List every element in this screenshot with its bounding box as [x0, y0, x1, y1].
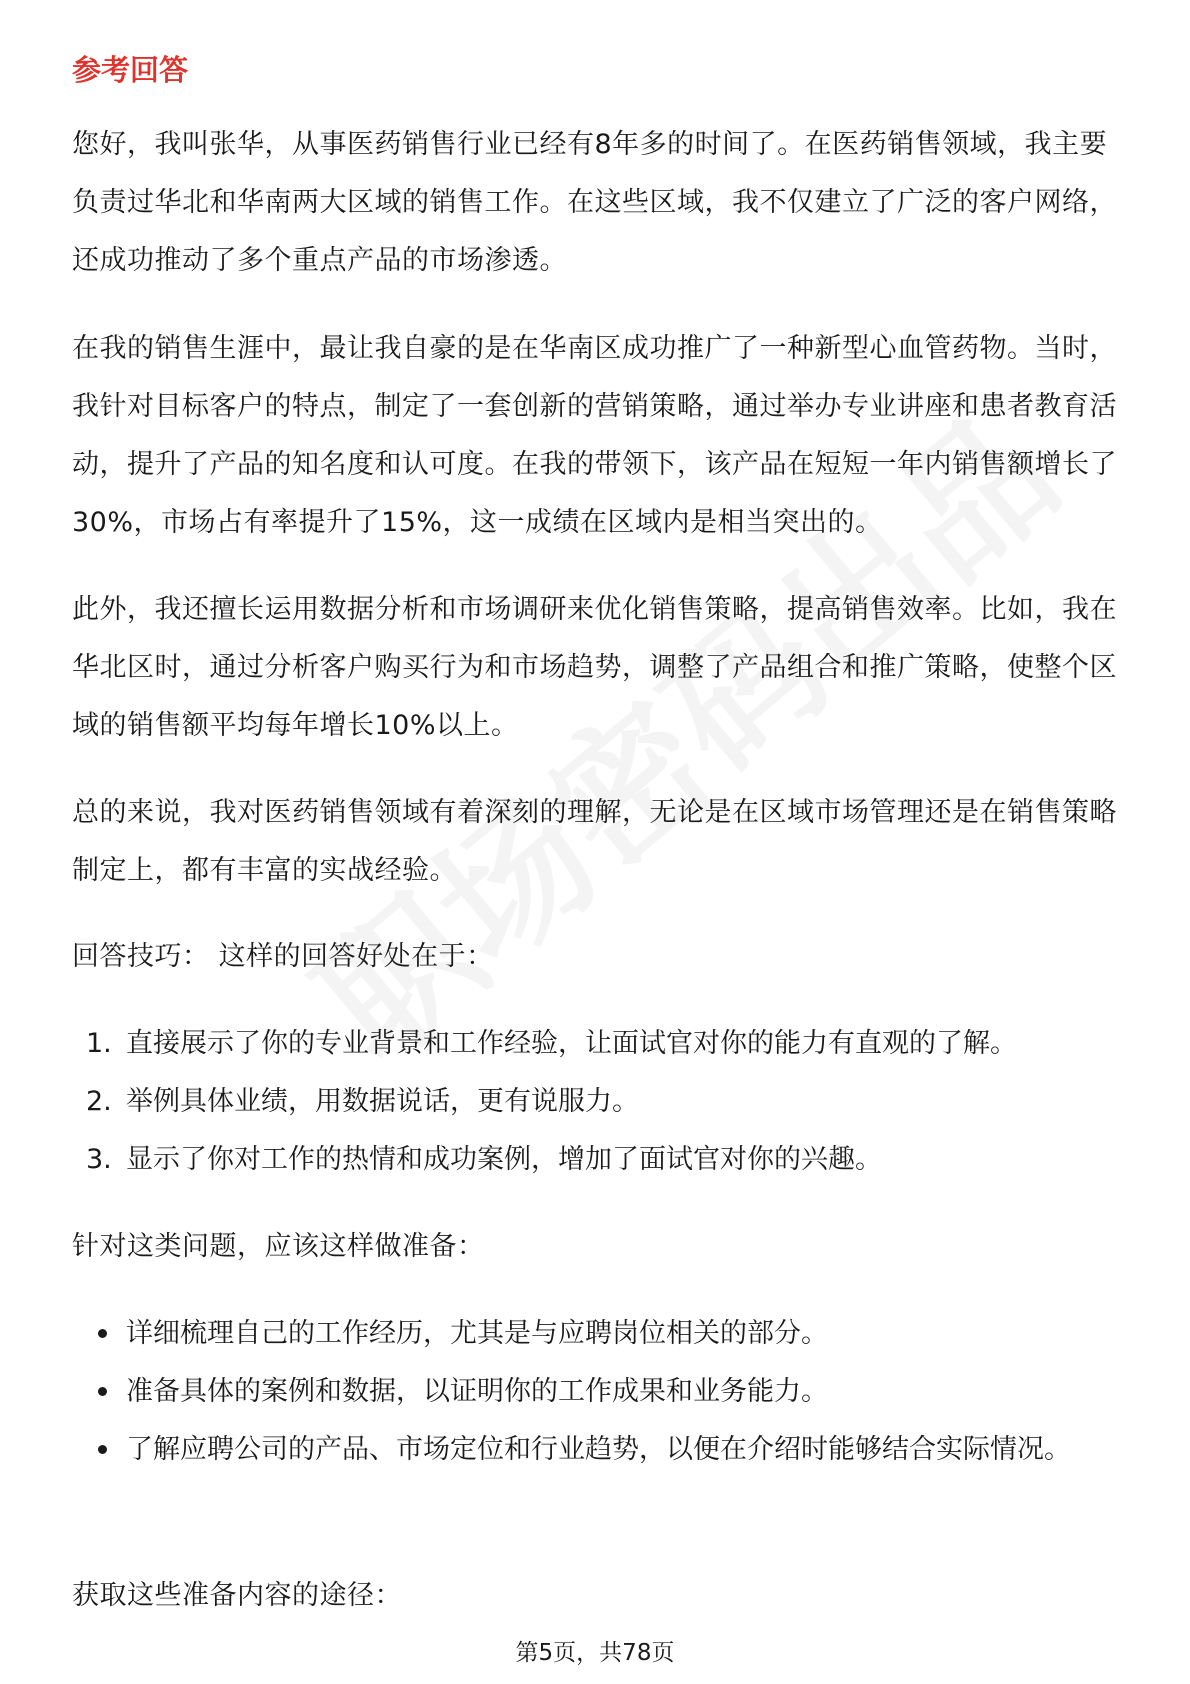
answer-achievement-paragraph: 在我的销售生涯中，最让我自豪的是在华南区成功推广了一种新型心血管药物。当时，我针对目标客户的特点，制定了一套创新的营销策略，通过举办专业讲座和患者教育活动，提升了产品的知名度和认可度。在我的带领下，该产品在短短一年内销售额增长了30%，市场占有率提升了15%，这一成绩在区域内是相当突出的。	[72, 333, 1117, 538]
list-item-text: 直接展示了你的专业背景和工作经验，让面试官对你的能力有直观的了解。	[126, 1028, 1017, 1059]
bullet-icon	[98, 1329, 107, 1338]
list-item	[98, 1363, 1120, 1421]
document-page	[72, 0, 1120, 1684]
tips-intro: 回答技巧： 这样的回答好处在于：	[72, 941, 494, 972]
list-number: 1.	[86, 1028, 112, 1059]
bullet-icon	[98, 1445, 107, 1454]
list-number: 2.	[86, 1086, 112, 1117]
list-item-text: 准备具体的案例和数据，以证明你的工作成果和业务能力。	[126, 1376, 828, 1407]
list-item-text: 了解应聘公司的产品、市场定位和行业趋势，以便在介绍时能够结合实际情况。	[126, 1434, 1071, 1465]
section-heading: 参考回答	[72, 53, 189, 87]
list-item	[86, 1131, 1120, 1189]
answer-summary-paragraph: 总的来说，我对医药销售领域有着深刻的理解，无论是在区域市场管理还是在销售策略制定上，都有丰富的实战经验。	[72, 797, 1117, 886]
channels-intro: 获取这些准备内容的途径：	[72, 1580, 402, 1611]
list-item-text: 举例具体业绩，用数据说话，更有说服力。	[126, 1086, 639, 1117]
list-item-text: 详细梳理自己的工作经历，尤其是与应聘岗位相关的部分。	[126, 1318, 828, 1349]
list-item	[98, 1305, 1120, 1363]
list-number: 3.	[86, 1144, 112, 1175]
tips-list	[86, 1015, 1120, 1189]
list-item	[86, 1073, 1120, 1131]
page-number: 第5页，共78页	[515, 1640, 675, 1666]
list-item	[98, 1421, 1120, 1479]
preparation-intro: 针对这类问题，应该这样做准备：	[72, 1231, 485, 1262]
list-item-text: 显示了你对工作的热情和成功案例，增加了面试官对你的兴趣。	[126, 1144, 882, 1175]
answer-intro-paragraph: 您好，我叫张华，从事医药销售行业已经有8年多的时间了。在医药销售领域，我主要负责过华北和华南两大区域的销售工作。在这些区域，我不仅建立了广泛的客户网络，还成功推动了多个重点产品的市场渗透。	[72, 129, 1117, 276]
answer-data-skills-paragraph: 此外，我还擅长运用数据分析和市场调研来优化销售策略，提高销售效率。比如，我在华北区时，通过分析客户购买行为和市场趋势，调整了产品组合和推广策略，使整个区域的销售额平均每年增长10%以上。	[72, 594, 1117, 741]
list-item	[86, 1015, 1120, 1073]
bullet-icon	[98, 1387, 107, 1396]
preparation-list	[98, 1305, 1120, 1479]
